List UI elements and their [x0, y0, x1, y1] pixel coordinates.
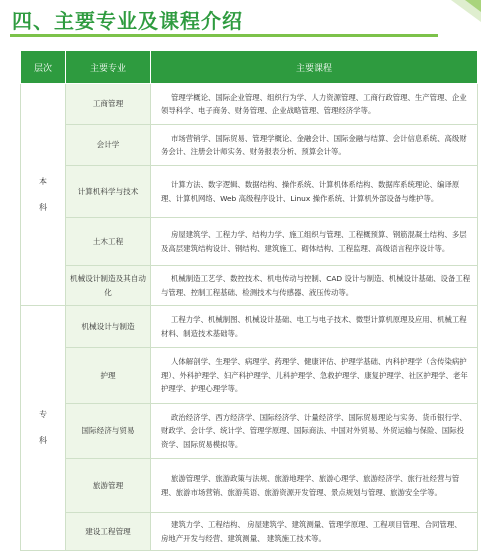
major-name: 护理: [66, 348, 151, 404]
table-row: [21, 166, 478, 218]
course-list: 机械制造工艺学、数控技术、机电传动与控制、CAD 设计与制造、机械设计基础、设备工程与管理、控制工程基础、检测技术与传感器、液压传动等。: [151, 266, 478, 306]
table-row: [21, 218, 478, 266]
corner-decoration-inner: [465, 0, 481, 12]
course-list: 政治经济学、西方经济学、国际经济学、计量经济学、国际贸易理论与实务、货币银行学、财政学、会计学、统计学、管理学原理、国际商法、中国对外贸易、外贸运输与保险、国际投资学、国际贸易模拟等。: [151, 404, 478, 459]
course-table: [20, 50, 478, 551]
level-char: 科: [39, 202, 47, 212]
course-list: 人体解剖学、生理学、病理学、药理学、健康评估、护理学基础、内科护理学（含传染病护理）、外科护理学、妇产科护理学、儿科护理学、急救护理学、康复护理学、社区护理学、老年护理学、护理心理学等。: [151, 348, 478, 404]
table-row: [21, 125, 478, 166]
major-name: 机械设计与制造: [66, 306, 151, 348]
course-list: 计算方法、数字逻辑、数据结构、操作系统、计算机体系结构、数据库系统理论、编译原理、计算机网络、Web 高级程序设计、Linux 操作系统、计算机外部设备与维护等。: [151, 166, 478, 218]
course-list: 工程力学、机械制图、机械设计基础、电工与电子技术、微型计算机原理及应用、机械工程材料、制造技术基础等。: [151, 306, 478, 348]
table-row: [21, 306, 478, 348]
level-char: 本: [39, 176, 47, 186]
table-header-row: [21, 51, 478, 84]
major-name: 机械设计制造及其自动化: [66, 266, 151, 306]
level-char: 专: [39, 410, 47, 419]
table-row: [21, 459, 478, 513]
major-name: 计算机科学与技术: [66, 166, 151, 218]
course-list: 旅游管理学、旅游政策与法规、旅游地理学、旅游心理学、旅游经济学、旅行社经营与管理、旅游市场营销、旅游英语、旅游资源开发管理、景点规划与管理、旅游安全学等。: [151, 459, 478, 513]
table-row: [21, 404, 478, 459]
major-name: 会计学: [66, 125, 151, 166]
title-underline: [10, 34, 438, 37]
table-row: [21, 513, 478, 551]
header-courses: 主要课程: [151, 51, 478, 84]
major-name: 旅游管理: [66, 459, 151, 513]
level-cell-undergrad: [21, 84, 66, 306]
major-name: 工商管理: [66, 84, 151, 125]
major-name: 国际经济与贸易: [66, 404, 151, 459]
course-list: 建筑力学、工程结构、 房屋建筑学、建筑测量、管理学原理、工程项目管理、合同管理、 房地产开发与经营、建筑测量、 建筑施工技术等。: [151, 513, 478, 551]
major-name: 建设工程管理: [66, 513, 151, 551]
table-row: [21, 84, 478, 125]
section-title: 四、主要专业及课程介绍: [12, 9, 243, 33]
header-level: 层次: [21, 51, 66, 84]
major-name: 土木工程: [66, 218, 151, 266]
table-row: [21, 266, 478, 306]
course-list: 房屋建筑学、工程力学、结构力学、施工组织与管理、工程概预算、钢筋混凝土结构、多层及高层建筑结构设计、钢结构、建筑施工、砌体结构、工程监理、高级语言程序设计等。: [151, 218, 478, 266]
course-list: 管理学概论、国际企业管理、组织行为学、人力资源管理、工商行政管理、生产管理、企业领导科学、电子商务、财务管理、企业战略管理、管理经济学等。: [151, 84, 478, 125]
level-char: 科: [39, 436, 47, 445]
section-header: [0, 0, 481, 44]
header-major: 主要专业: [66, 51, 151, 84]
level-cell-associate: [21, 306, 66, 551]
table-row: [21, 348, 478, 404]
course-list: 市场营销学、国际贸易、管理学概论、金融会计、国际金融与结算、会计信息系统、高级财务会计、注册会计师实务、财务报表分析、预算会计等。: [151, 125, 478, 166]
